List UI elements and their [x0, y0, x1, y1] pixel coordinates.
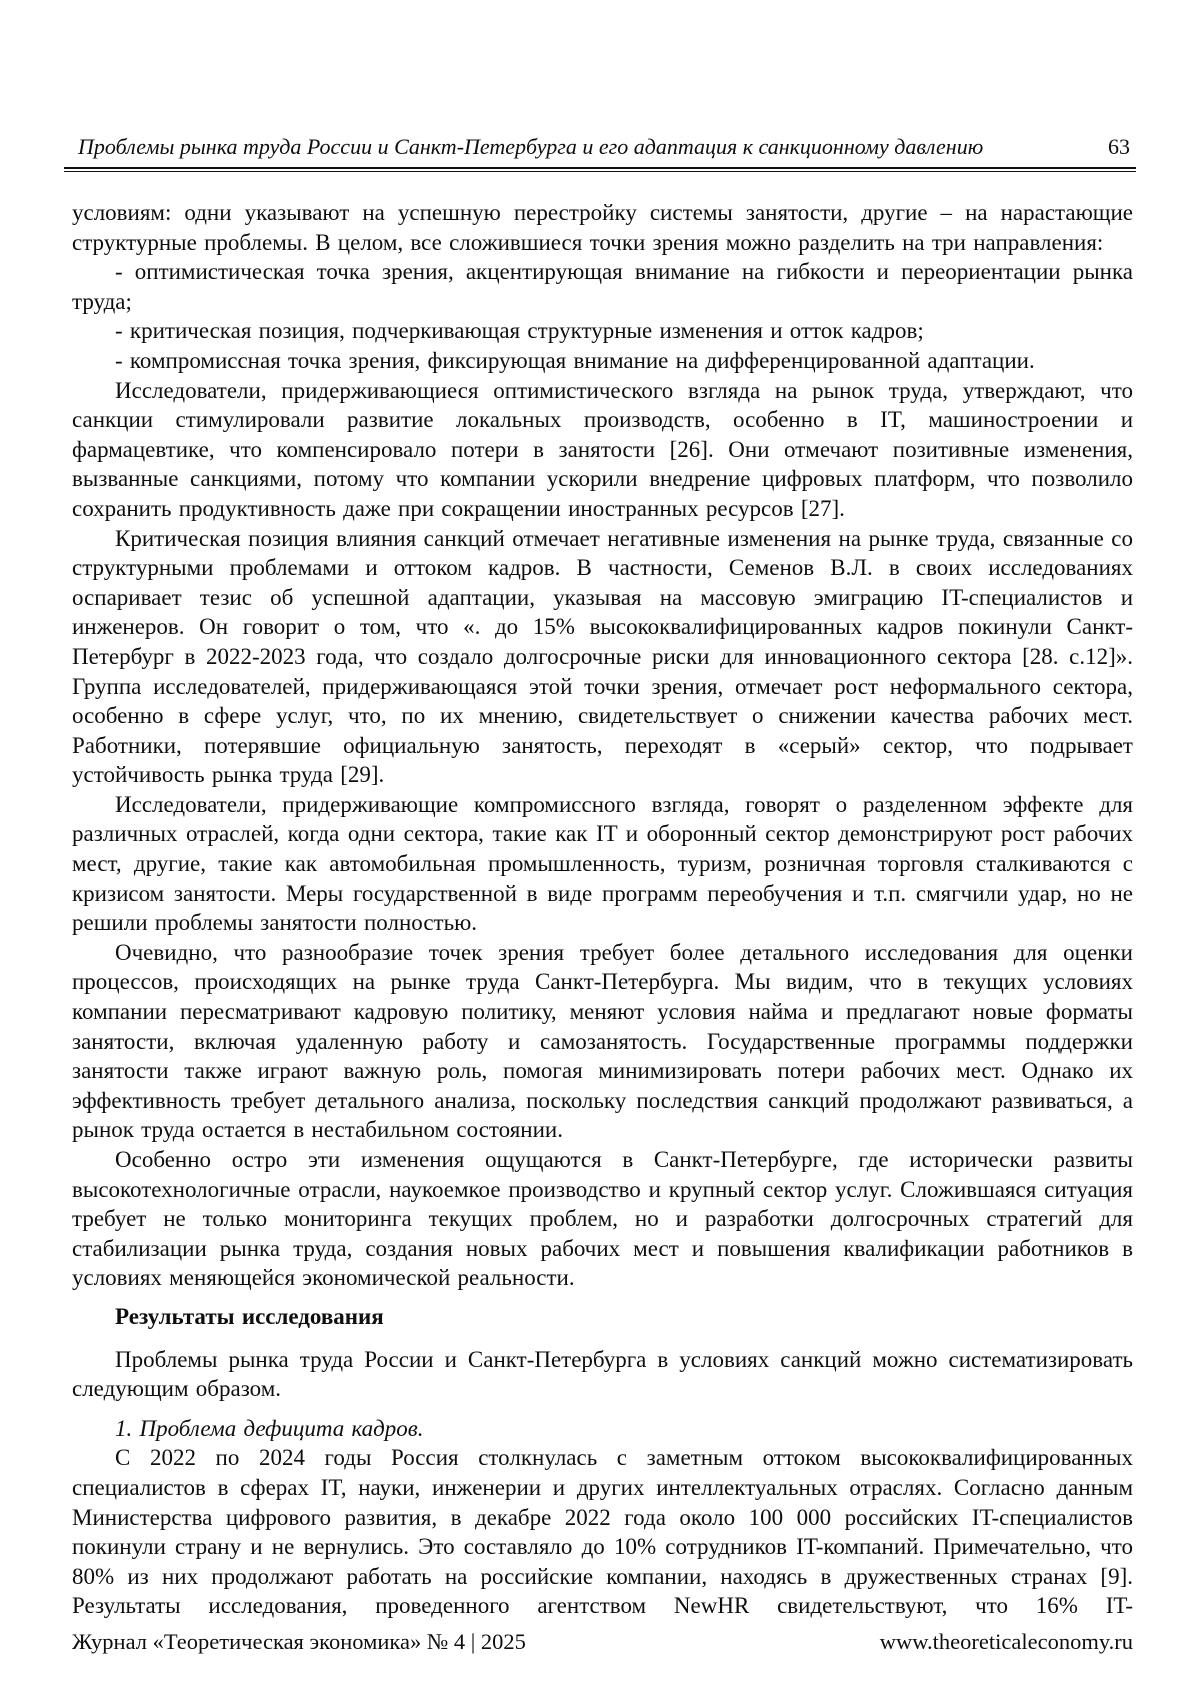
footer-website: www.theoreticaleconomy.ru [879, 1629, 1133, 1654]
list-item-optimistic-view: - оптимистическая точка зрения, акцентирующая внимание на гибкости и переориентации рынка труда; [72, 259, 1133, 314]
paragraph-staff-outflow: С 2022 по 2024 годы Россия столкнулась с заметным оттоком высококвалифицированных специалистов в сферах IT, науки, инженерии и других интеллектуальных отраслях. Согласно данным Министерства цифрового развития, в декабре 2022 года около 100 000 российских IT-специалистов покинули страну и не вернулись. Это составляло до 10% сотрудников IT-компаний. Примечательно, что 80% из них продолжают работать на российские компании, находясь в дружественных странах [9]. Результаты исследования, проведенного агентством NewHR свидетельствуют, что 16% IT- [72, 1445, 1133, 1619]
subsection-heading-staff-deficit: 1. Проблема дефицита кадров. [115, 1415, 424, 1441]
paragraph-compromise-researchers: Исследователи, придерживающие компромиссного взгляда, говорят о разделенном эффекте для различных отраслей, когда одни сектора, такие как IT и оборонный сектор демонстрируют рост рабочих мест, другие, такие как автомобильная промышленность, туризм, розничная торговля сталкиваются с кризисом занятости. Меры государственной в виде программ переобучения и т.п. смягчили удар, но не решили проблемы занятости полностью. [72, 791, 1133, 936]
article-body [72, 198, 1133, 1621]
paragraph-continuation: условиям: одни указывают на успешную перестройку системы занятости, другие – на нарастающие структурные проблемы. В целом, все сложившиеся точки зрения можно разделить на три направления: [72, 200, 1133, 255]
paragraph-need-detailed-research: Очевидно, что разнообразие точек зрения требует более детального исследования для оценки процессов, происходящих на рынке труда Санкт-Петербурга. Мы видим, что в текущих условиях компании пересматривают кадровую политику, меняют условия найма и предлагают новые форматы занятости, включая удаленную работу и самозанятость. Государственные программы поддержки занятости также играют важную роль, помогая минимизировать потери рабочих мест. Однако их эффективность требует детального анализа, поскольку последствия санкций продолжают развиваться, а рынок труда остается в нестабильном состоянии. [72, 939, 1133, 1143]
paragraph-systematization: Проблемы рынка труда России и Санкт-Петербурга в условиях санкций можно систематизировать следующим образом. [72, 1346, 1133, 1402]
list-item-compromise-view: - компромиссная точка зрения, фиксирующая внимание на дифференцированной адаптации. [115, 347, 1035, 373]
paragraph-optimistic-researchers: Исследователи, придерживающиеся оптимистического взгляда на рынок труда, утверждают, что санкции стимулировали развитие локальных производств, особенно в IT, машиностроении и фармацевтике, что компенсировало потери в занятости [26]. Они отмечают позитивные изменения, вызванные санкциями, потому что компании ускорили внедрение цифровых платформ, что позволило сохранить продуктивность даже при сокращении иностранных ресурсов [27]. [72, 377, 1133, 521]
running-header-row [64, 134, 1136, 167]
page-footer [72, 1628, 1133, 1656]
paragraph-critical-position: Критическая позиция влияния санкций отмечает негативные изменения на рынке труда, связанные со структурными проблемами и оттоком кадров. В частности, Семенов В.Л. в своих исследованиях оспаривает тезис об успешной адаптации, указывая на массовую эмиграцию IT-специалистов и инженеров. Он говорит о том, что «. до 15% высококвалифицированных кадров покинули Санкт-Петербург в 2022-2023 года, что создало долгосрочные риски для инновационного сектора [28. с.12]». Группа исследователей, придерживающаяся этой точки зрения, отмечает рост неформального сектора, особенно в сфере услуг, что, по их мнению, свидетельствует о снижении качества рабочих мест. Работники, потерявшие официальную занятость, переходят в «серый» сектор, что подрывает устойчивость рынка труда [29]. [72, 525, 1133, 788]
list-item-critical-view: - критическая позиция, подчеркивающая структурные изменения и отток кадров; [115, 318, 924, 344]
footer-journal-title: Журнал «Теоретическая экономика» № 4 | 2025 [72, 1629, 526, 1654]
section-heading-results: Результаты исследования [115, 1303, 384, 1329]
running-header [64, 134, 1136, 172]
page-number: 63 [1108, 134, 1130, 159]
running-title: Проблемы рынка труда России и Санкт-Петербурга и его адаптация к санкционному давлению [78, 134, 984, 159]
paragraph-spb-changes: Особенно остро эти изменения ощущаются в Санкт-Петербурге, где исторически развиты высокотехнологичные отрасли, наукоемкое производство и крупный сектор услуг. Сложившаяся ситуация требует не только мониторинга текущих проблем, но и разработки долгосрочных стратегий для стабилизации рынка труда, создания новых рабочих мест и повышения квалификации работников в условиях меняющейся экономической реальности. [72, 1147, 1133, 1291]
header-rule [64, 167, 1136, 172]
